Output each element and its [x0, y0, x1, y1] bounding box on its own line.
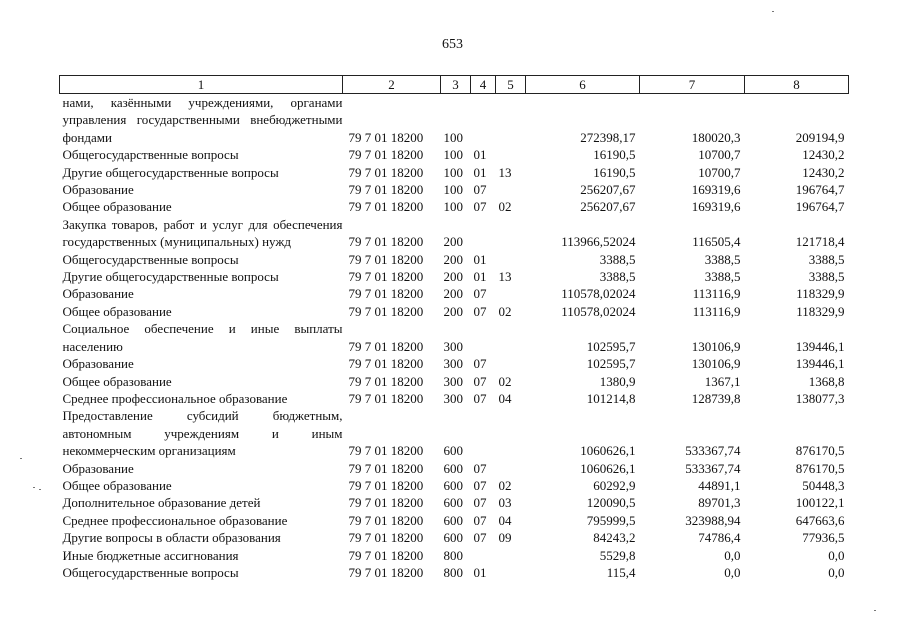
- amount-col8: 1368,8: [808, 373, 845, 389]
- expense-type: 600: [443, 460, 463, 476]
- target-code: 79 7 01 18200: [348, 164, 424, 180]
- target-code: 79 7 01 18200: [348, 182, 424, 198]
- amount-col6: 3388,5: [599, 269, 636, 285]
- expense-type: 300: [443, 338, 463, 354]
- table-row: [60, 494, 849, 511]
- expense-type: 200: [443, 303, 463, 319]
- expense-type: 200: [443, 286, 463, 302]
- amount-col7: 3388,5: [704, 269, 741, 285]
- section: 07: [473, 477, 487, 493]
- subsection: [496, 547, 526, 564]
- expense-type: 600: [443, 512, 463, 528]
- subsection: 02: [498, 373, 512, 389]
- table-row: [60, 547, 849, 564]
- amount-col6: 272398,17: [580, 129, 636, 145]
- amount-col8: 50448,3: [802, 477, 845, 493]
- header-row: [60, 76, 849, 94]
- amount-col6: 256207,67: [580, 182, 636, 198]
- section: 07: [473, 286, 487, 302]
- row-name: нами, казёнными учреждениями, органами управления государственными внебюджетными фондами: [62, 95, 343, 145]
- subsection: [496, 460, 526, 477]
- amount-col6: 110578,02024: [561, 303, 636, 319]
- target-code: 79 7 01 18200: [348, 390, 424, 406]
- subsection: [496, 320, 526, 355]
- table-row: [60, 564, 849, 581]
- budget-table: [59, 75, 849, 581]
- row-name: Общегосударственные вопросы: [62, 251, 239, 267]
- expense-type: 600: [443, 477, 463, 493]
- amount-col7: 10700,7: [698, 164, 741, 180]
- expense-type: 100: [443, 164, 463, 180]
- row-name: Социальное обеспечение и иные выплаты населению: [62, 321, 343, 354]
- section: 01: [473, 251, 487, 267]
- target-code: 79 7 01 18200: [348, 338, 424, 354]
- amount-col7: 113116,9: [692, 303, 741, 319]
- expense-type: 100: [443, 147, 463, 163]
- amount-col7: 130106,9: [691, 338, 741, 354]
- amount-col8: 3388,5: [808, 269, 845, 285]
- amount-col7: 323988,94: [685, 512, 741, 528]
- section: 07: [473, 199, 487, 215]
- table-row: [60, 320, 849, 355]
- expense-type: 600: [443, 443, 463, 459]
- amount-col7: 89701,3: [698, 495, 741, 511]
- section: 07: [473, 495, 487, 511]
- subsection: 02: [498, 199, 512, 215]
- column-header: 2: [343, 76, 441, 94]
- table-row: [60, 373, 849, 390]
- amount-col8: 12430,2: [802, 164, 845, 180]
- table-row: [60, 251, 849, 268]
- table-row: [60, 303, 849, 320]
- section: [471, 94, 496, 147]
- row-name: Предоставление субсидий бюджетным, автономным учреждениям и иным некоммерческим организациям: [62, 408, 343, 459]
- amount-col8: 77936,5: [802, 530, 845, 546]
- amount-col7: 3388,5: [704, 251, 741, 267]
- column-header: 3: [441, 76, 471, 94]
- table-row: [60, 512, 849, 529]
- amount-col6: 1060626,1: [580, 460, 636, 476]
- section: [471, 216, 496, 251]
- row-name: Другие общегосударственные вопросы: [62, 269, 279, 285]
- amount-col7: 130106,9: [691, 356, 741, 372]
- target-code: 79 7 01 18200: [348, 286, 424, 302]
- scan-speck: [33, 487, 35, 488]
- target-code: 79 7 01 18200: [348, 460, 424, 476]
- subsection: [496, 355, 526, 372]
- amount-col8: 209194,9: [795, 129, 845, 145]
- subsection: 03: [498, 495, 512, 511]
- expense-type: 800: [443, 564, 463, 580]
- scan-speck: [874, 610, 876, 611]
- expense-type: 200: [443, 234, 463, 250]
- amount-col8: 196764,7: [795, 182, 845, 198]
- row-name: Другие вопросы в области образования: [62, 530, 281, 546]
- target-code: 79 7 01 18200: [348, 129, 424, 145]
- column-header: 1: [60, 76, 343, 94]
- section: 01: [473, 269, 487, 285]
- expense-type: 300: [443, 390, 463, 406]
- target-code: 79 7 01 18200: [348, 199, 424, 215]
- table-row: [60, 198, 849, 215]
- subsection: 13: [498, 269, 512, 285]
- target-code: 79 7 01 18200: [348, 495, 424, 511]
- amount-col7: 1367,1: [704, 373, 741, 389]
- target-code: 79 7 01 18200: [348, 234, 424, 250]
- scan-speck: [772, 11, 774, 12]
- target-code: 79 7 01 18200: [348, 373, 424, 389]
- section: 01: [473, 564, 487, 580]
- scan-speck: [39, 489, 41, 490]
- amount-col7: 10700,7: [698, 147, 741, 163]
- amount-col8: 196764,7: [795, 199, 845, 215]
- column-header: 6: [526, 76, 640, 94]
- row-name: Другие общегосударственные вопросы: [62, 164, 279, 180]
- row-name: Общегосударственные вопросы: [62, 564, 239, 580]
- row-name: Образование: [62, 182, 134, 198]
- amount-col6: 60292,9: [593, 477, 636, 493]
- subsection: 04: [498, 390, 512, 406]
- amount-col6: 256207,67: [580, 199, 636, 215]
- amount-col7: 44891,1: [698, 477, 741, 493]
- expense-type: 200: [443, 251, 463, 267]
- subsection: 04: [498, 512, 512, 528]
- row-name: Образование: [62, 356, 134, 372]
- target-code: 79 7 01 18200: [348, 356, 424, 372]
- section: [471, 547, 496, 564]
- amount-col8: 121718,4: [795, 234, 845, 250]
- column-header: 7: [640, 76, 745, 94]
- amount-col8: 139446,1: [795, 338, 845, 354]
- table-row: [60, 407, 849, 459]
- table-body: [60, 94, 849, 582]
- expense-type: 300: [443, 356, 463, 372]
- table-row: [60, 390, 849, 407]
- amount-col6: 102595,7: [586, 338, 636, 354]
- amount-col7: 113116,9: [692, 286, 741, 302]
- row-name: Образование: [62, 286, 134, 302]
- column-header: 4: [471, 76, 496, 94]
- table-row: [60, 268, 849, 285]
- subsection: 09: [498, 530, 512, 546]
- section: 07: [473, 303, 487, 319]
- subsection: [496, 285, 526, 302]
- row-name: Иные бюджетные ассигнования: [62, 547, 239, 563]
- amount-col6: 5529,8: [599, 547, 636, 563]
- table-row: [60, 164, 849, 181]
- amount-col6: 84243,2: [593, 530, 636, 546]
- page-number: 653: [442, 37, 463, 52]
- amount-col7: 533367,74: [685, 443, 741, 459]
- target-code: 79 7 01 18200: [348, 303, 424, 319]
- amount-col6: 115,4: [606, 564, 636, 580]
- target-code: 79 7 01 18200: [348, 251, 424, 267]
- section: 07: [473, 530, 487, 546]
- amount-col6: 1060626,1: [580, 443, 636, 459]
- section: 01: [473, 147, 487, 163]
- subsection: [496, 251, 526, 268]
- row-name: Общее образование: [62, 303, 172, 319]
- target-code: 79 7 01 18200: [348, 530, 424, 546]
- section: 07: [473, 356, 487, 372]
- target-code: 79 7 01 18200: [348, 547, 424, 563]
- table-row: [60, 285, 849, 302]
- row-name: Среднее профессиональное образование: [62, 512, 288, 528]
- section: 07: [473, 182, 487, 198]
- amount-col8: 647663,6: [795, 512, 845, 528]
- target-code: 79 7 01 18200: [348, 512, 424, 528]
- amount-col7: 169319,6: [691, 182, 741, 198]
- amount-col6: 16190,5: [593, 164, 636, 180]
- amount-col8: 118329,9: [796, 303, 845, 319]
- section: 07: [473, 512, 487, 528]
- target-code: 79 7 01 18200: [348, 269, 424, 285]
- amount-col8: 0,0: [828, 564, 845, 580]
- amount-col6: 3388,5: [599, 251, 636, 267]
- section: 07: [473, 390, 487, 406]
- subsection: [496, 181, 526, 198]
- amount-col7: 128739,8: [691, 390, 741, 406]
- amount-col6: 120090,5: [586, 495, 636, 511]
- subsection: [496, 564, 526, 581]
- section: 01: [473, 164, 487, 180]
- amount-col6: 110578,02024: [561, 286, 636, 302]
- section: 07: [473, 373, 487, 389]
- row-name: Общее образование: [62, 477, 172, 493]
- amount-col8: 0,0: [828, 547, 845, 563]
- row-name: Закупка товаров, работ и услуг для обеспечения государственных (муниципальных) нужд: [62, 216, 343, 250]
- row-name: Среднее профессиональное образование: [62, 390, 288, 406]
- amount-col7: 169319,6: [691, 199, 741, 215]
- amount-col7: 116505,4: [692, 234, 741, 250]
- amount-col8: 876170,5: [795, 460, 845, 476]
- table-row: [60, 477, 849, 494]
- section: [471, 320, 496, 355]
- subsection: [496, 407, 526, 459]
- column-header: 8: [745, 76, 849, 94]
- row-name: Общегосударственные вопросы: [62, 147, 239, 163]
- amount-col8: 118329,9: [796, 286, 845, 302]
- subsection: [496, 94, 526, 147]
- section: 07: [473, 460, 487, 476]
- amount-col7: 0,0: [724, 564, 741, 580]
- expense-type: 800: [443, 547, 463, 563]
- amount-col6: 1380,9: [599, 373, 636, 389]
- row-name: Общее образование: [62, 373, 172, 389]
- table-row: [60, 94, 849, 147]
- amount-col8: 139446,1: [795, 356, 845, 372]
- amount-col8: 100122,1: [795, 495, 845, 511]
- table-row: [60, 529, 849, 546]
- amount-col8: 12430,2: [802, 147, 845, 163]
- row-name: Образование: [62, 460, 134, 476]
- target-code: 79 7 01 18200: [348, 477, 424, 493]
- amount-col7: 74786,4: [698, 530, 741, 546]
- amount-col8: 3388,5: [808, 251, 845, 267]
- amount-col7: 533367,74: [685, 460, 741, 476]
- scan-speck: [20, 458, 22, 459]
- amount-col6: 16190,5: [593, 147, 636, 163]
- expense-type: 100: [443, 199, 463, 215]
- table-row: [60, 460, 849, 477]
- amount-col8: 138077,3: [795, 390, 845, 406]
- subsection: 02: [498, 477, 512, 493]
- subsection: [496, 146, 526, 163]
- column-header: 5: [496, 76, 526, 94]
- expense-type: 100: [443, 129, 463, 145]
- row-name: Дополнительное образование детей: [62, 495, 261, 511]
- section: [471, 407, 496, 459]
- amount-col6: 113966,52024: [561, 234, 636, 250]
- amount-col6: 102595,7: [586, 356, 636, 372]
- amount-col6: 101214,8: [586, 390, 636, 406]
- target-code: 79 7 01 18200: [348, 443, 424, 459]
- expense-type: 300: [443, 373, 463, 389]
- row-name: Общее образование: [62, 199, 172, 215]
- table-row: [60, 355, 849, 372]
- amount-col7: 0,0: [724, 547, 741, 563]
- expense-type: 100: [443, 182, 463, 198]
- expense-type: 600: [443, 495, 463, 511]
- table-row: [60, 216, 849, 251]
- amount-col6: 795999,5: [586, 512, 636, 528]
- expense-type: 600: [443, 530, 463, 546]
- amount-col8: 876170,5: [795, 443, 845, 459]
- expense-type: 200: [443, 269, 463, 285]
- table-row: [60, 181, 849, 198]
- subsection: 02: [498, 303, 512, 319]
- subsection: [496, 216, 526, 251]
- subsection: 13: [498, 164, 512, 180]
- table-row: [60, 146, 849, 163]
- amount-col7: 180020,3: [691, 129, 741, 145]
- target-code: 79 7 01 18200: [348, 147, 424, 163]
- target-code: 79 7 01 18200: [348, 564, 424, 580]
